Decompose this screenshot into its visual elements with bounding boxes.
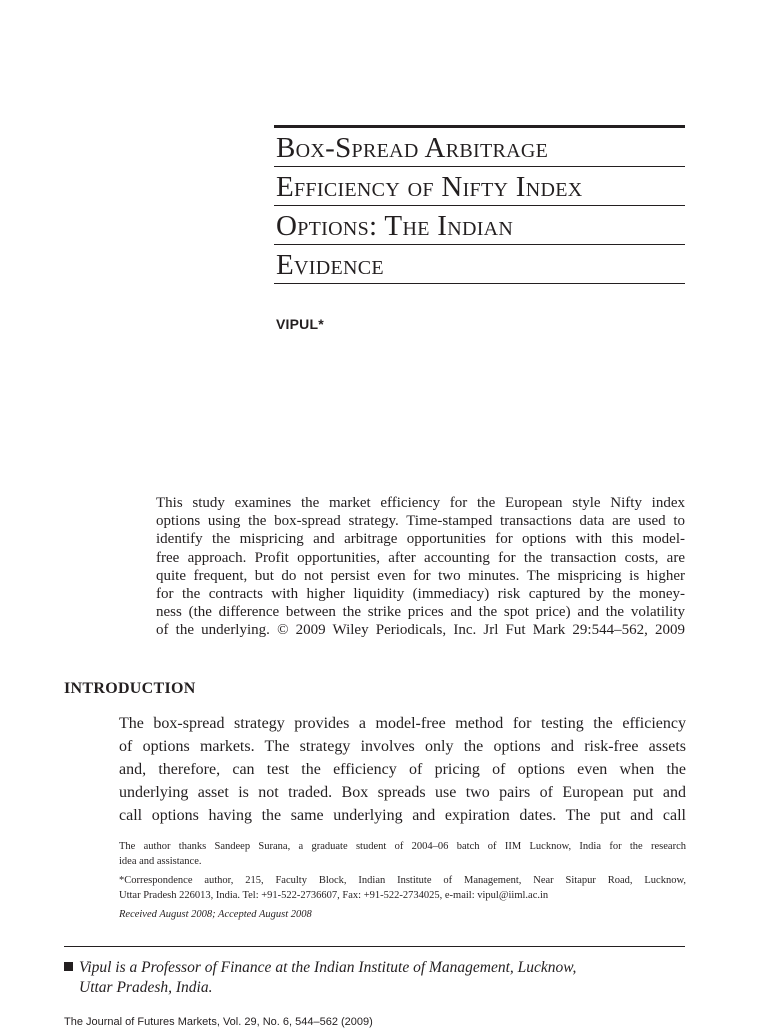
footer-divider (64, 946, 685, 947)
title-line-text: Evidence (276, 249, 384, 281)
title-line (274, 128, 685, 167)
square-bullet-icon (64, 962, 73, 971)
received-dates: Received August 2008; Accepted August 2008 (119, 909, 312, 920)
paragraph-line: and, therefore, can test the efficiency of pricing of options even when the (119, 761, 686, 778)
title-line-text: Efficiency of Nifty Index (276, 171, 583, 203)
abstract-line: free approach. Profit opportunities, after accounting for the transaction costs, are (156, 549, 685, 566)
footnotes (119, 839, 686, 922)
title-line (274, 206, 685, 245)
title-line-text: Options: The Indian (276, 210, 514, 242)
acknowledgement-line: The author thanks Sandeep Surana, a graduate student of 2004–06 batch of IIM Lucknow, India for the research (119, 841, 686, 852)
correspondence-line: *Correspondence author, 215, Faculty Block, Indian Institute of Management, Near Sitapur Road, Lucknow, (119, 875, 686, 886)
title-line (274, 167, 685, 206)
acknowledgement-line: idea and assistance. (119, 856, 202, 867)
abstract-line: ness (the difference between the strike prices and the spot price) and the volatility (156, 604, 685, 621)
abstract-line: identify the mispricing and arbitrage opportunities for options with this model- (156, 531, 685, 548)
abstract-line: quite frequent, but do not persist even for two minutes. The mispricing is higher (156, 567, 685, 584)
abstract-line: of the underlying. © 2009 Wiley Periodicals, Inc. Jrl Fut Mark 29:544–562, 2009 (156, 622, 685, 639)
title-line-text: Box-Spread Arbitrage (276, 132, 549, 164)
paragraph-line: call options having the same underlying and expiration dates. The put and call (119, 807, 686, 824)
correspondence-line: Uttar Pradesh 226013, India. Tel: +91-522-2736607, Fax: +91-522-2734025, e-mail: vipul@iiml.ac.in (119, 890, 549, 901)
paragraph-line: The box-spread strategy provides a model-free method for testing the efficiency (119, 715, 686, 732)
article-title (274, 125, 685, 284)
abstract (156, 494, 685, 640)
abstract-line: This study examines the market efficiency for the European style Nifty index (156, 495, 685, 511)
author-name: VIPUL* (276, 316, 324, 332)
journal-footer: The Journal of Futures Markets, Vol. 29, No. 6, 544–562 (2009) (64, 1016, 373, 1028)
section-heading: INTRODUCTION (64, 680, 196, 697)
bio-line (64, 958, 685, 978)
abstract-line: for the contracts with higher liquidity (immediacy) risk captured by the money- (156, 585, 685, 602)
paragraph-line: underlying asset is not traded. Box spreads use two pairs of European put and (119, 784, 686, 801)
bio-line-text: Vipul is a Professor of Finance at the Indian Institute of Management, Lucknow, (79, 959, 577, 976)
title-line (274, 245, 685, 284)
abstract-line: options using the box-spread strategy. Time-stamped transactions data are used to (156, 513, 685, 530)
author-bio (64, 958, 685, 998)
introduction-paragraph (119, 712, 686, 827)
paragraph-line: of options markets. The strategy involves only the options and risk-free assets (119, 738, 686, 755)
bio-line: Uttar Pradesh, India. (79, 979, 213, 996)
